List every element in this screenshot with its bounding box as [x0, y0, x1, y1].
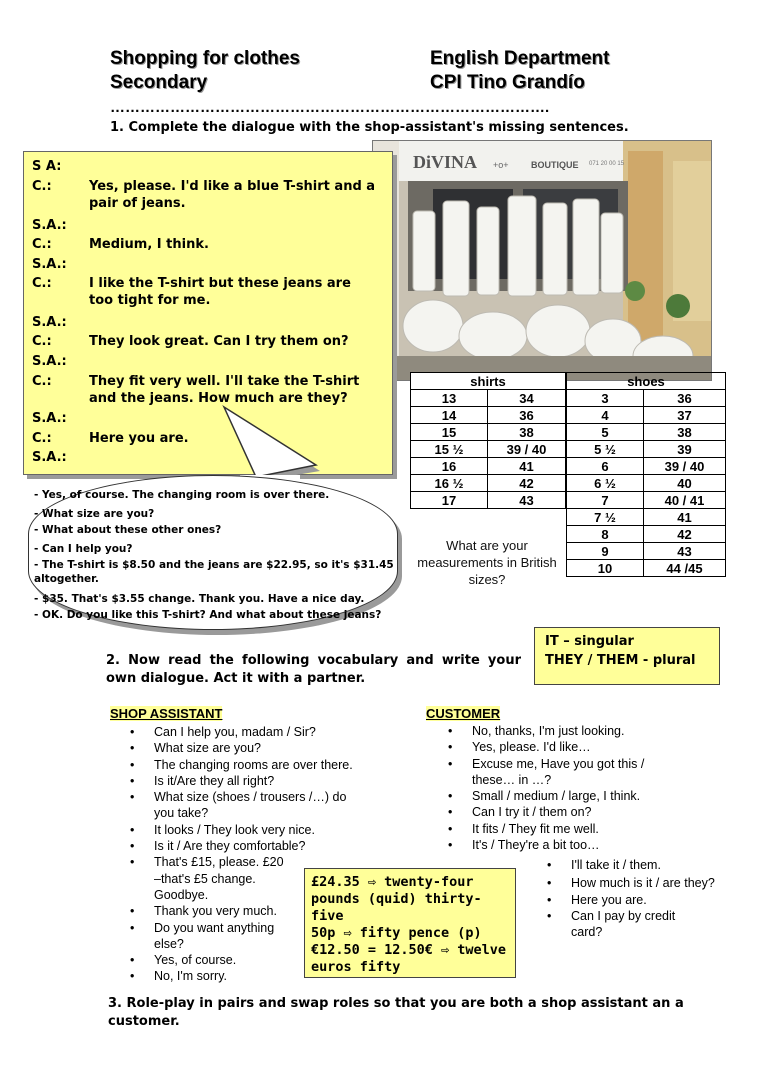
uk-size: 5 — [567, 424, 644, 441]
eu-size: 39 — [644, 441, 726, 458]
customer-heading — [426, 705, 500, 723]
table-row — [567, 441, 726, 458]
shop-sign-boutique: BOUTIQUE — [531, 160, 579, 170]
uk-size: 15 — [411, 424, 488, 441]
list-item: • Yes, please. I'd like… — [446, 739, 676, 755]
bubble-sentence: - Yes, of course. The changing room is over there. — [34, 489, 330, 501]
list-item: • Do you want anything else? — [128, 920, 284, 953]
uk-size: 4 — [567, 407, 644, 424]
list-item: • No, thanks, I'm just looking. — [446, 723, 676, 739]
dialogue-text: I like the T-shirt but these jeans are too tight for me. — [89, 276, 351, 308]
speaker-label: S.A.: — [32, 218, 67, 233]
bubble-sentence: - Can I help you? — [34, 543, 133, 555]
table-row — [411, 424, 566, 441]
eu-size: 39 / 40 — [488, 441, 566, 458]
uk-size: 16 — [411, 458, 488, 475]
title-level: Secondary — [110, 72, 208, 93]
shop-photo — [372, 140, 712, 381]
uk-size: 8 — [567, 526, 644, 543]
speaker-label: C.: — [32, 179, 52, 194]
department-name: English Department — [430, 48, 610, 69]
shop-assistant-label: SHOP ASSISTANT — [110, 706, 223, 721]
measurements-question: What are your measurements in British sizes? — [417, 538, 557, 587]
customer-list — [446, 723, 676, 853]
list-item: • How much is it / are they? — [545, 875, 715, 891]
uk-size: 17 — [411, 492, 488, 509]
shop-phone: 071 20 00 15 — [589, 161, 625, 167]
eu-size: 44 /45 — [644, 560, 726, 577]
bubble-sentence: - The T-shirt is $8.50 and the jeans are $22.95, so it's $31.45 altogether. — [34, 559, 394, 585]
list-item: • Yes, of course. — [128, 952, 378, 968]
customer-list-continued — [545, 857, 715, 940]
question-3: 3. Role-play in pairs and swap roles so that you are both a shop assistant an a customer. — [108, 996, 684, 1029]
table-row — [567, 390, 726, 407]
eu-size: 36 — [644, 390, 726, 407]
shoes-size-table — [566, 372, 726, 577]
note-plural: THEY / THEM - plural — [545, 653, 696, 668]
speaker-label: S A: — [32, 159, 62, 174]
shirts-header: shirts — [411, 373, 566, 390]
eu-size: 34 — [488, 390, 566, 407]
uk-size: 6 — [567, 458, 644, 475]
table-row — [411, 475, 566, 492]
eu-size: 42 — [644, 526, 726, 543]
eu-size: 37 — [644, 407, 726, 424]
eu-size: 41 — [644, 509, 726, 526]
eu-size: 38 — [644, 424, 726, 441]
uk-size: 9 — [567, 543, 644, 560]
money-box — [304, 868, 516, 978]
eu-size: 36 — [488, 407, 566, 424]
list-item: • What size are you? — [128, 740, 378, 756]
list-item: • Is it / Are they comfortable? — [128, 838, 378, 854]
list-item: • No, I'm sorry. — [128, 968, 378, 984]
eu-size: 42 — [488, 475, 566, 492]
boutique-image — [373, 141, 712, 381]
list-item: • The changing rooms are over there. — [128, 757, 378, 773]
title-topic: Shopping for clothes — [110, 48, 300, 69]
question-1: 1. Complete the dialogue with the shop-assistant's missing sentences. — [110, 120, 629, 135]
shop-sign: DiVINA — [413, 152, 478, 172]
uk-size: 5 ½ — [567, 441, 644, 458]
uk-size: 13 — [411, 390, 488, 407]
department-heading — [430, 47, 609, 95]
eu-size: 38 — [488, 424, 566, 441]
bubble-sentence: - $35. That's $3.55 change. Thank you. Have a nice day. — [34, 593, 365, 605]
speaker-label: C.: — [32, 334, 52, 349]
uk-size: 7 — [567, 492, 644, 509]
list-item: • That's £15, please. £20 –that's £5 change. Goodbye. — [128, 854, 284, 903]
table-row — [567, 475, 726, 492]
money-line: 50p ⇨ fifty pence (p) — [311, 925, 482, 941]
speaker-label: C.: — [32, 237, 52, 252]
uk-size: 3 — [567, 390, 644, 407]
table-row — [567, 492, 726, 509]
list-item: • What size (shoes / trousers /…) do you take? — [128, 789, 354, 822]
eu-size: 43 — [644, 543, 726, 560]
list-item: • Small / medium / large, I think. — [446, 788, 676, 804]
bubble-sentence: - OK. Do you like this T-shirt? And what about these jeans? — [34, 609, 382, 621]
dialogue-text: They fit very well. I'll take the T-shirt and the jeans. How much are they? — [89, 374, 360, 406]
dotted-divider: ……………………………………………………………………………. — [110, 99, 550, 116]
list-item: • Can I pay by credit card? — [545, 908, 696, 941]
table-header-row — [411, 373, 566, 390]
question-2: 2. Now read the following vocabulary and write your own dialogue. Act it with a partner. — [106, 653, 521, 686]
table-row — [411, 407, 566, 424]
worksheet-title — [110, 47, 300, 95]
table-row — [567, 560, 726, 577]
dialogue-text: They look great. Can I try them on? — [89, 334, 349, 349]
list-item: • Excuse me, Have you got this / these… in …? — [446, 756, 662, 789]
money-line: £24.35 ⇨ twenty-four pounds (quid) thirty-five — [311, 874, 482, 924]
table-row — [567, 526, 726, 543]
table-row — [411, 492, 566, 509]
table-row — [567, 424, 726, 441]
money-line: €12.50 = 12.50€ ⇨ twelve euros fifty — [311, 942, 507, 975]
list-item: • It's / They're a bit too… — [446, 837, 676, 853]
table-row — [411, 390, 566, 407]
dialogue-text: Here you are. — [89, 431, 189, 446]
table-row — [411, 458, 566, 475]
shop-sign-symbol: +o+ — [493, 160, 509, 170]
grammar-note — [534, 627, 720, 685]
table-row — [567, 407, 726, 424]
uk-size: 15 ½ — [411, 441, 488, 458]
speaker-label: C.: — [32, 431, 52, 446]
bubble-sentence: - What size are you? — [34, 508, 155, 520]
eu-size: 40 / 41 — [644, 492, 726, 509]
uk-size: 7 ½ — [567, 509, 644, 526]
table-row — [567, 543, 726, 560]
shop-assistant-heading — [110, 705, 222, 723]
uk-size: 16 ½ — [411, 475, 488, 492]
note-singular: IT – singular — [545, 634, 634, 649]
speaker-label: S.A.: — [32, 315, 67, 330]
speaker-label: C.: — [32, 374, 52, 389]
eu-size: 43 — [488, 492, 566, 509]
speaker-label: S.A.: — [32, 354, 67, 369]
list-item: • Can I help you, madam / Sir? — [128, 724, 378, 740]
list-item: • It looks / They look very nice. — [128, 822, 378, 838]
table-row — [567, 458, 726, 475]
bubble-sentence: - What about these other ones? — [34, 524, 222, 536]
list-item: • Here you are. — [545, 892, 715, 908]
speaker-label: S.A.: — [32, 450, 67, 465]
school-name: CPI Tino Grandío — [430, 72, 585, 93]
list-item: • I'll take it / them. — [545, 857, 715, 873]
shoes-header: shoes — [567, 373, 726, 390]
table-header-row — [567, 373, 726, 390]
eu-size: 40 — [644, 475, 726, 492]
uk-size: 14 — [411, 407, 488, 424]
speaker-label: S.A.: — [32, 257, 67, 272]
list-item: • Is it/Are they all right? — [128, 773, 378, 789]
list-item: • It fits / They fit me well. — [446, 821, 676, 837]
table-row — [411, 441, 566, 458]
speaker-label: S.A.: — [32, 411, 67, 426]
dialogue-text: Medium, I think. — [89, 237, 209, 252]
uk-size: 6 ½ — [567, 475, 644, 492]
eu-size: 39 / 40 — [644, 458, 726, 475]
customer-label: CUSTOMER — [426, 706, 501, 721]
speaker-label: C.: — [32, 276, 52, 291]
eu-size: 41 — [488, 458, 566, 475]
table-row — [567, 509, 726, 526]
list-item: • Thank you very much. — [128, 903, 378, 919]
shirts-size-table — [410, 372, 566, 509]
list-item: • Can I try it / them on? — [446, 804, 676, 820]
dialogue-text: Yes, please. I'd like a blue T-shirt and a pair of jeans. — [89, 179, 376, 211]
uk-size: 10 — [567, 560, 644, 577]
